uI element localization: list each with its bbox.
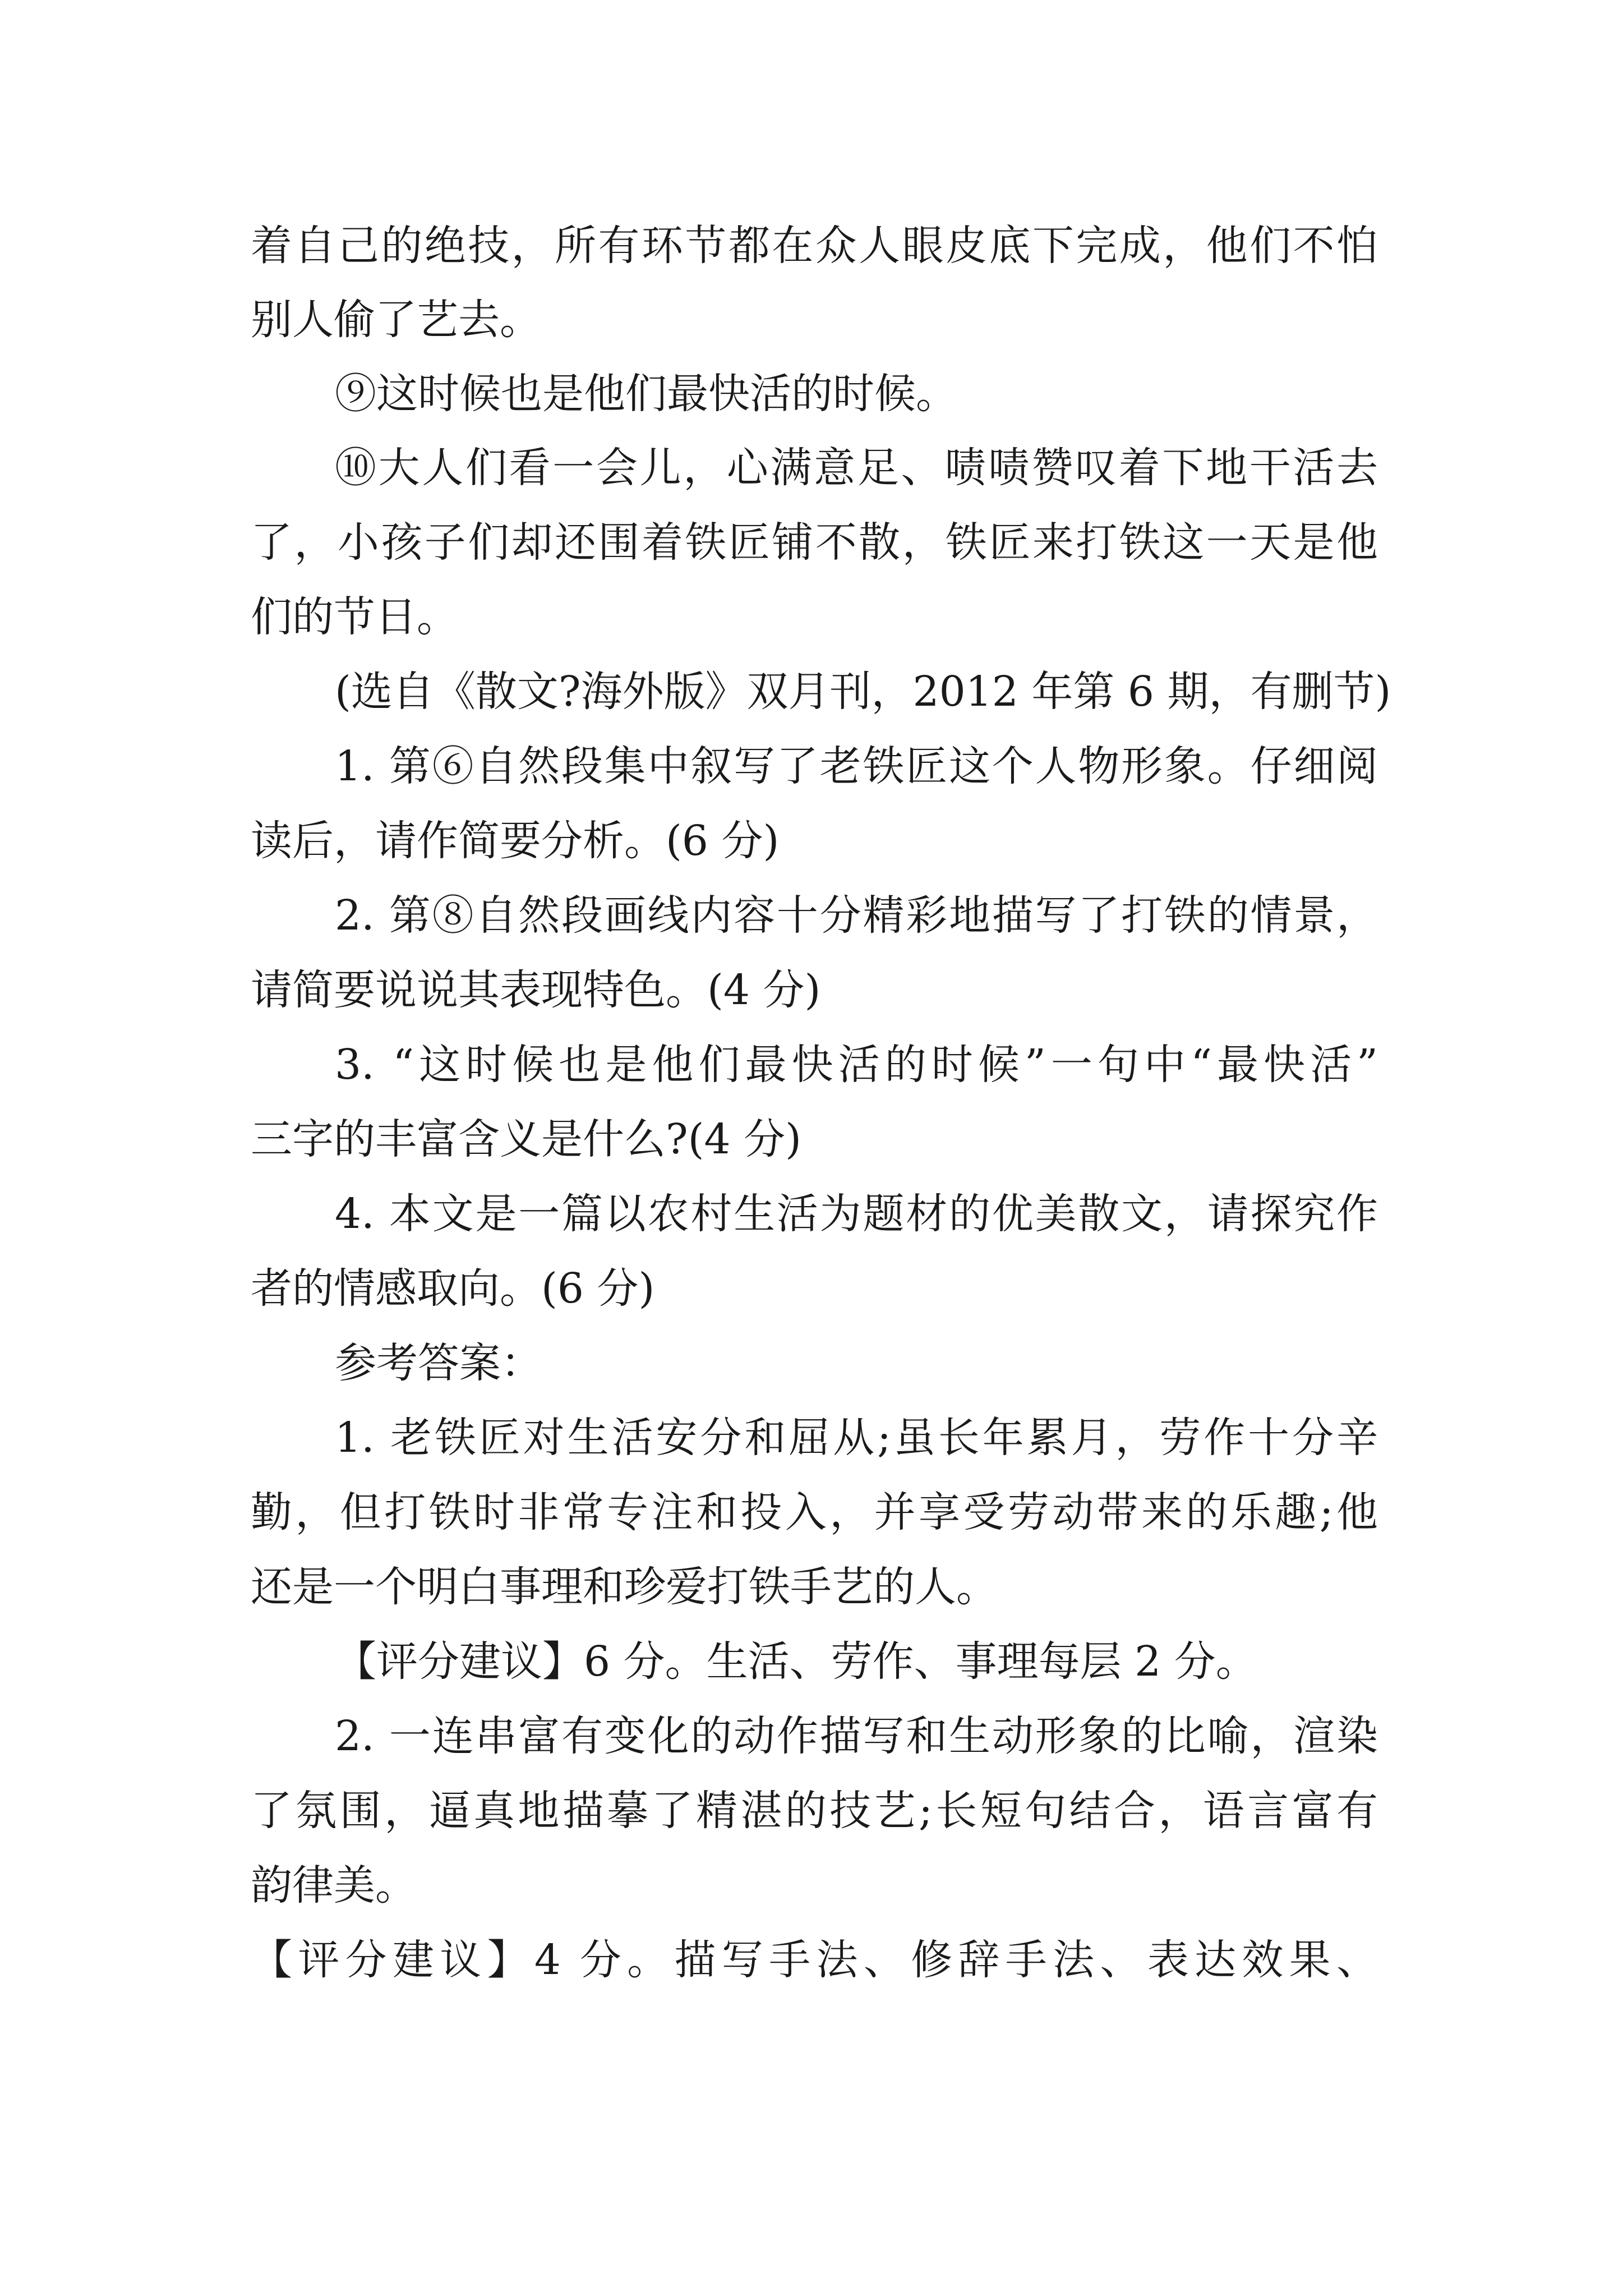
text-line-content: 参考答案：: [335, 1339, 542, 1387]
text-line-content: 1. 第⑥自然段集中叙写了老铁匠这个人物形象。仔细阅: [335, 742, 1378, 790]
text-line-content: 【评分建议】4 分。描写手法、修辞手法、表达效果、: [251, 1936, 1378, 1984]
text-line: [251, 1855, 417, 1916]
text-line-content: 三字的丰富含义是什么?(4 分): [251, 1115, 802, 1163]
answer-1-line: [335, 1407, 1378, 1469]
text-line-content: 【评分建议】6 分。生活、劳作、事理每层 2 分。: [335, 1637, 1257, 1686]
text-line-content: 了氛围，逼真地描摹了精湛的技艺;长短句结合，语言富有: [251, 1787, 1378, 1835]
text-line-content: 韵律美。: [251, 1861, 417, 1910]
text-line-content: 3. “这时候也是他们最快活的时候”一句中“最快活”: [335, 1041, 1378, 1089]
text-line-content: 着自己的绝技，所有环节都在众人眼皮底下完成，他们不怕: [251, 222, 1378, 270]
text-line-content: 2. 第⑧自然段画线内容十分精彩地描写了打铁的情景，: [335, 891, 1378, 940]
text-line: [251, 959, 820, 1021]
text-line: [251, 1481, 1378, 1543]
paragraph-9-line: [335, 363, 957, 425]
text-line-content: 们的节日。: [251, 593, 458, 641]
paragraph-10-line: [335, 437, 1378, 499]
text-line-content: 还是一个明白事理和珍爱打铁手艺的人。: [251, 1563, 998, 1611]
text-line-content: 请简要说说其表现特色。(4 分): [251, 966, 821, 1014]
text-line-content: 4. 本文是一篇以农村生活为题材的优美散文，请探究作: [335, 1190, 1378, 1238]
text-line-content: 别人偷了艺去。: [251, 296, 541, 344]
answer-2-line: [335, 1705, 1378, 1767]
text-line-content: (选自《散文?海外版》双月刊，2012 年第 6 期，有删节): [335, 668, 1391, 716]
question-4-line: [335, 1183, 1378, 1245]
text-line-content: 1. 老铁匠对生活安分和屈从;虽长年累月，劳作十分辛: [335, 1414, 1378, 1462]
source-citation: [335, 661, 1391, 723]
text-line-content: ⑨这时候也是他们最快活的时候。: [335, 370, 957, 418]
text-line: [251, 586, 458, 648]
text-line-content: 勤，但打铁时非常专注和投入，并享受劳动带来的乐趣;他: [251, 1488, 1378, 1536]
text-line-content: 2. 一连串富有变化的动作描写和生动形象的比喻，渲染: [335, 1712, 1378, 1760]
text-line-content: ⑩大人们看一会儿，心满意足、啧啧赞叹着下地干活去: [335, 444, 1378, 492]
text-line: [251, 1258, 654, 1319]
answer-heading: [335, 1332, 542, 1394]
text-line-content: 了，小孩子们却还围着铁匠铺不散，铁匠来打铁这一天是他: [251, 518, 1378, 567]
scoring-note-1: [335, 1631, 1257, 1692]
question-2-line: [335, 885, 1378, 946]
question-3-line: [335, 1034, 1378, 1096]
text-line: [251, 810, 779, 872]
text-line-content: 读后，请作简要分析。(6 分): [251, 817, 780, 865]
text-line: [251, 215, 1378, 277]
scoring-note-2: [251, 1929, 1378, 1991]
text-line-content: 者的情感取向。(6 分): [251, 1264, 655, 1313]
text-line: [251, 1780, 1378, 1842]
question-1-line: [335, 735, 1378, 797]
text-line: [251, 1108, 801, 1170]
text-line: [251, 512, 1378, 573]
text-line: [251, 1556, 998, 1618]
text-line: [251, 289, 541, 351]
